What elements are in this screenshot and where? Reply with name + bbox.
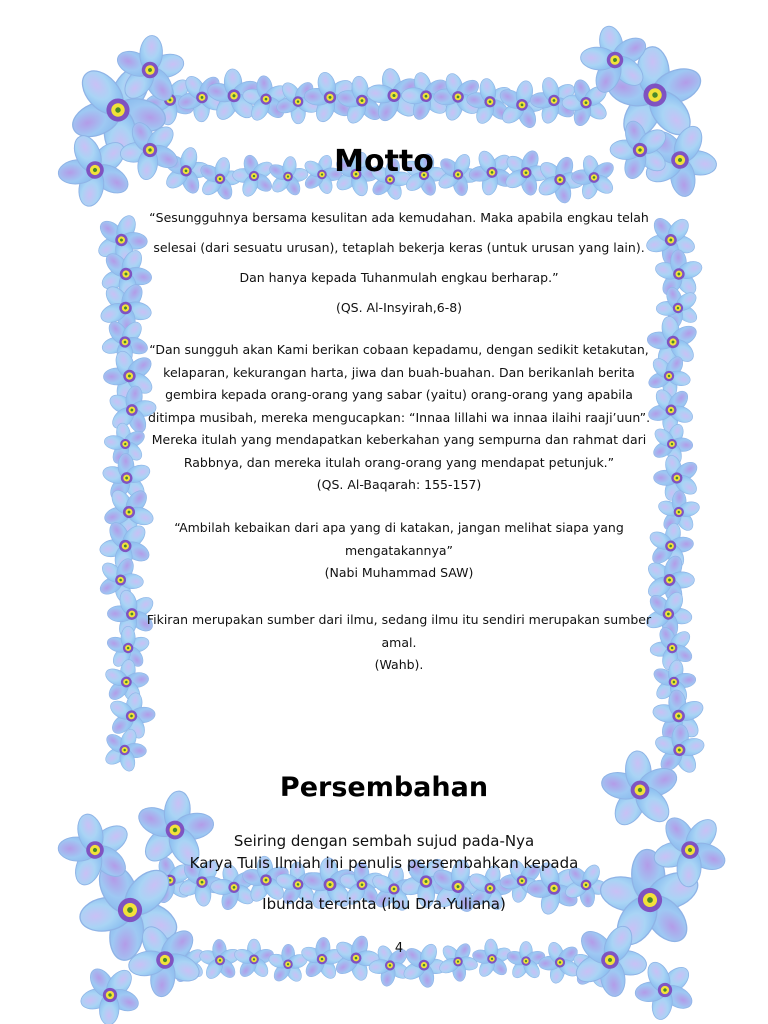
quote-line: amal. (381, 634, 417, 650)
quote-source: (QS. Al-Insyirah,6-8) (335, 300, 463, 315)
quote-line: kelaparan, kekurangan harta, jiwa dan buah-buahan. Dan berikanlah berita (163, 364, 635, 380)
quote-wahb (140, 609, 658, 677)
quote-line: “Ambilah kebaikan dari apa yang di katakan, jangan melihat siapa yang (174, 520, 624, 535)
quote-line: Mereka itulah yang mendapatkan keberkahan yang sempurna dan rahmat dari (151, 432, 647, 447)
dedication-recipient: Ibunda tercinta (ibu Dra.Yuliana) (262, 895, 506, 913)
persembahan-title: Persembahan (279, 772, 489, 803)
quote-line: gembira kepada orang-orang yang sabar (yaitu) orang-orang yang apabila (165, 387, 633, 402)
quote-al-baqarah (140, 339, 658, 497)
dedication-line: Seiring dengan sembah sujud pada-Nya (233, 832, 535, 850)
quote-line: mengatakannya” (344, 542, 453, 558)
motto-title: Motto (334, 144, 434, 179)
quote-nabi-muhammad (140, 517, 658, 585)
quote-source: (Wahb). (374, 657, 424, 672)
page-number: 4 (394, 941, 404, 956)
dedication-text (0, 830, 768, 874)
quote-line: ditimpa musibah, mereka mengucapkan: “Innaa lillahi wa innaa ilaihi raaji’uun”. (147, 409, 651, 425)
quote-line: Fikiran merupakan sumber dari ilmu, sedang ilmu itu sendiri merupakan sumber (146, 612, 652, 627)
quote-source: (QS. Al-Baqarah: 155-157) (316, 477, 482, 492)
quote-al-insyirah (140, 203, 658, 323)
quote-line: Dan hanya kepada Tuhanmulah engkau berharap.” (239, 270, 559, 285)
quote-line: Rabbnya, dan mereka itulah orang-orang yang mendapat petunjuk.” (183, 454, 615, 470)
quote-line: “Dan sungguh akan Kami berikan cobaan kepadamu, dengan sedikit ketakutan, (149, 342, 649, 357)
quote-source: (Nabi Muhammad SAW) (324, 565, 474, 580)
quote-line: selesai (dari sesuatu urusan), tetaplah bekerja keras (untuk urusan yang lain). (153, 240, 645, 255)
quote-line: “Sesungguhnya bersama kesulitan ada kemudahan. Maka apabila engkau telah (149, 210, 649, 225)
dedication-line: Karya Tulis Ilmiah ini penulis persembahkan kepada (189, 854, 579, 872)
